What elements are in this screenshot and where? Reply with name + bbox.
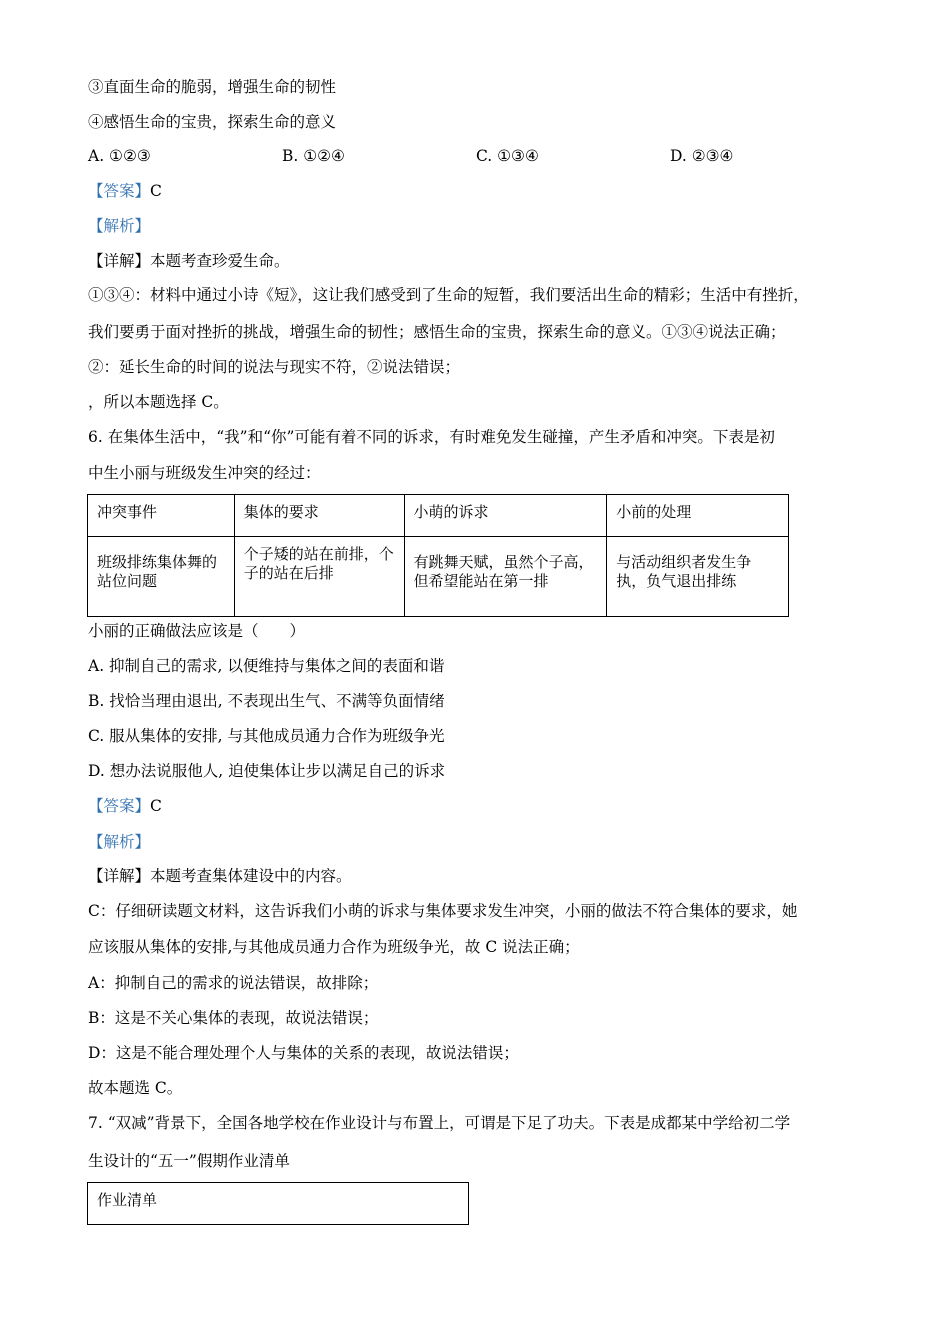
q6-choice-c: C. 服从集体的安排, 与其他成员通力合作为班级争光 [88,727,445,745]
answer-tag: 【答案】 [88,182,151,200]
q5-option-4: ④感悟生命的宝贵，探索生命的意义 [88,113,337,131]
answer-tag: 【答案】 [88,797,151,815]
q6-analysis-tag: 【解析】 [88,833,151,851]
q5-analysis-tag: 【解析】 [88,217,151,235]
table-header-cell: 小萌的诉求 [404,495,607,537]
table-header-cell: 冲突事件 [88,495,235,537]
q5-explanation-line: 我们要勇于面对挫折的挑战，增强生命的韧性；感悟生命的宝贵，探索生命的意义。①③④说法正确； [88,323,786,341]
table-cell: 与活动组织者发生争执，负气退出排练 [607,537,789,617]
q6-choice-a: A. 抑制自己的需求, 以便维持与集体之间的表面和谐 [88,657,445,675]
table-header-row [88,1183,469,1225]
q6-explanation-line: 应该服从集体的安排,与其他成员通力合作为班级争光，故 C 说法正确； [88,938,580,956]
q6-choice-b: B. 找恰当理由退出, 不表现出生气、不满等负面情绪 [88,692,445,710]
q5-explanation-line: ，所以本题选择 C。 [88,393,229,411]
q7-stem: 7. “双减”背景下，全国各地学校在作业设计与布置上，可谓是下足了功夫。下表是成都某中学给初二学 [88,1114,791,1132]
detail-text: 本题考查珍爱生命。 [150,252,290,270]
table-cell: 有跳舞天赋，虽然个子高，但希望能站在第一排 [404,537,607,617]
q7-stem: 生设计的“五一”假期作业清单 [88,1152,290,1170]
q6-answer-line [88,796,162,816]
q6-explanation-line: C：仔细研读题文材料，这告诉我们小萌的诉求与集体要求发生冲突，小丽的做法不符合集体的要求，她 [88,902,798,920]
q5-choice-b: B. ①②④ [282,147,345,165]
detail-tag: 【详解】 [88,867,151,885]
table-header-row [88,495,789,537]
q6-explanation-line: 故本题选 C。 [88,1079,183,1097]
table-row [88,537,789,617]
q6-question: 小丽的正确做法应该是（ ） [88,622,306,640]
q5-explanation-line: ②：延长生命的时间的说法与现实不符，②说法错误； [88,358,461,376]
q5-choice-a: A. ①②③ [88,147,151,165]
table-cell: 个子矮的站在前排，个子的站在后排 [234,537,404,617]
q6-detail-line [88,866,352,886]
detail-text: 本题考查集体建设中的内容。 [150,867,352,885]
q5-explanation-line: ①③④：材料中通过小诗《短》，这让我们感受到了生命的短暂，我们要活出生命的精彩；生活中有挫折， [88,286,809,304]
q6-stem: 中生小丽与班级发生冲突的经过： [88,464,321,482]
table-cell: 班级排练集体舞的站位问题 [88,537,235,617]
q5-choice-d: D. ②③④ [670,147,734,165]
answer-value: C [150,182,162,200]
q6-explanation-line: A：抑制自己的需求的说法错误，故排除； [88,974,379,992]
table-header-cell: 集体的要求 [234,495,404,537]
q6-explanation-line: B：这是不关心集体的表现，故说法错误； [88,1009,379,1027]
q5-option-3: ③直面生命的脆弱，增强生命的韧性 [88,78,337,96]
q5-choice-c: C. ①③④ [476,147,539,165]
detail-tag: 【详解】 [88,252,151,270]
q6-choice-d: D. 想办法说服他人, 迫使集体让步以满足自己的诉求 [88,762,446,780]
answer-value: C [150,797,162,815]
table-header-cell: 作业清单 [88,1183,469,1225]
q6-stem: 6. 在集体生活中，“我”和“你”可能有着不同的诉求，有时难免发生碰撞，产生矛盾和冲突。下表是初 [88,428,775,446]
q6-conflict-table [87,494,789,617]
q5-answer-line [88,181,162,201]
table-header-cell: 小前的处理 [607,495,789,537]
q6-explanation-line: D：这是不能合理处理个人与集体的关系的表现，故说法错误； [88,1044,519,1062]
q5-detail-line [88,251,290,271]
q7-homework-table [87,1182,469,1225]
